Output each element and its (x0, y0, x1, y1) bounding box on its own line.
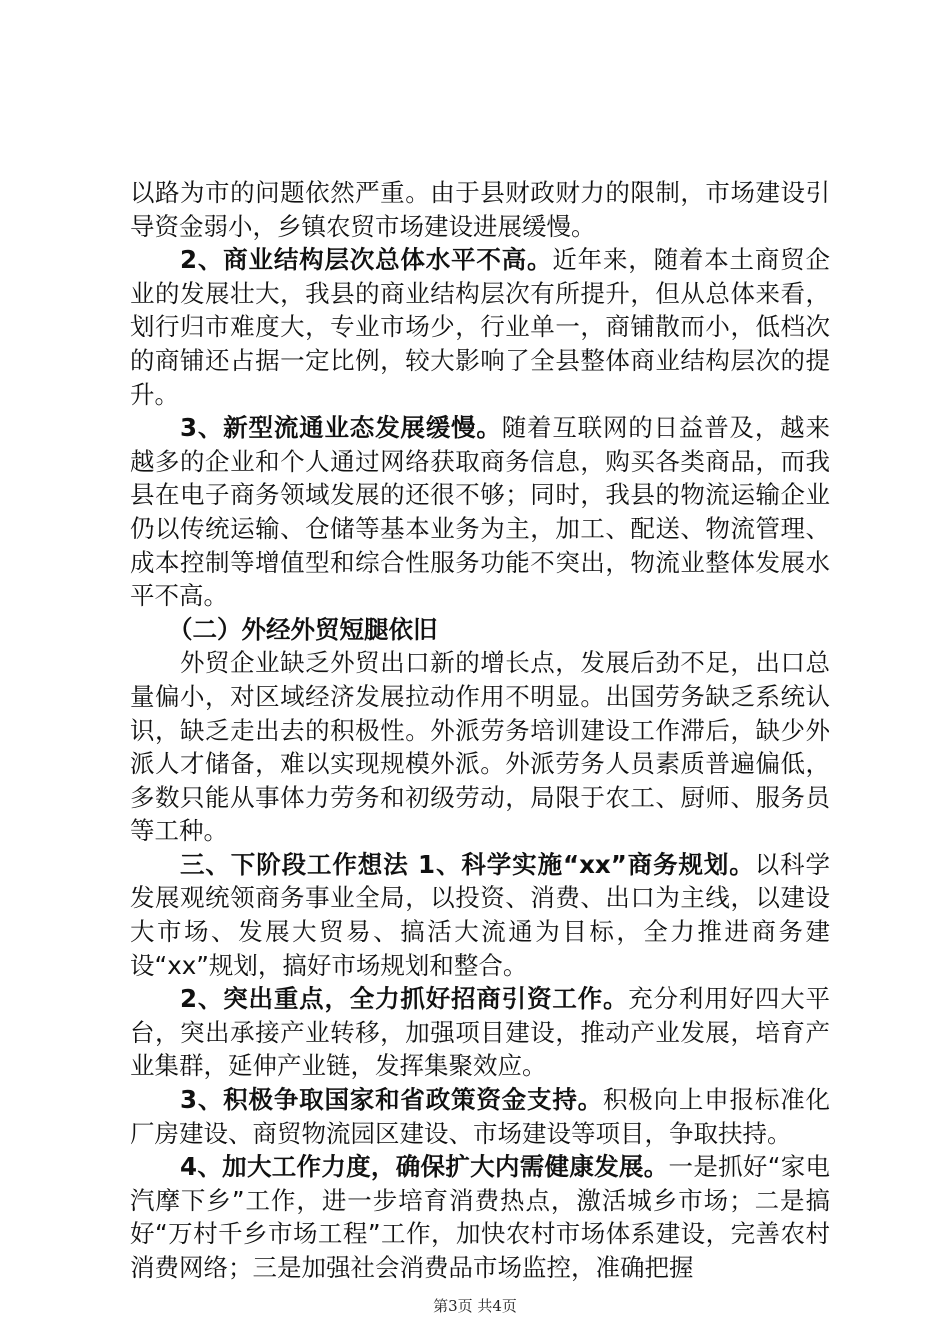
page-footer: 第3页 共4页 (433, 1297, 517, 1315)
paragraph-lead: 3、新型流通业态发展缓慢。 (180, 413, 502, 443)
paragraph-text: 以科学发展观统领商务事业全局，以投资、消费、出口为主线，以建设大市场、发展大贸易、搞活大流通为目标，全力推进商务建设“xx”规划，搞好市场规划和整合。 (130, 849, 831, 980)
paragraph-2 (130, 243, 830, 411)
paragraph-7 (130, 982, 830, 1083)
paragraph-lead: 4、加大工作力度，确保扩大内需健康发展。 (180, 1152, 669, 1182)
section-heading-2 (130, 613, 830, 647)
paragraph-lead: 2、突出重点，全力抓好招商引资工作。 (180, 984, 629, 1014)
paragraph-text: 充分利用好四大平台，突出承接产业转移，加强项目建设，推动产业发展，培育产业集群，延伸产业链，发挥集聚效应。 (130, 984, 831, 1081)
paragraph-text: 一是抓好“家电汽摩下乡”工作，进一步培育消费热点，激活城乡市场；二是搞好“万村千乡市场工程”工作，加快农村市场体系建设，完善农村消费网络；三是加强社会消费品市场监控，准确把握 (130, 1152, 830, 1282)
paragraph-5 (130, 646, 830, 848)
paragraph-8 (130, 1083, 830, 1150)
paragraph-1 (130, 176, 830, 243)
paragraph-text: 随着互联网的日益普及，越来越多的企业和个人通过网络获取商务信息，购买各类商品，而我县在电子商务领域发展的还很不够；同时，我县的物流运输企业仍以传统运输、仓储等基本业务为主，加工、配送、物流管理、成本控制等增值型和综合性服务功能不突出，物流业整体发展水平不高。 (130, 413, 831, 611)
paragraph-text: 以路为市的问题依然严重。由于县财政财力的限制，市场建设引导资金弱小，乡镇农贸市场建设进展缓慢。 (130, 178, 830, 241)
paragraph-lead: 三、下阶段工作想法 1、科学实施“xx”商务规划。 (180, 849, 755, 879)
paragraph-lead: 2、商业结构层次总体水平不高。 (180, 245, 553, 275)
document-body (130, 176, 830, 1285)
paragraph-text: 近年来，随着本土商贸企业的发展壮大，我县的商业结构层次有所提升，但从总体来看，划行归市难度大，专业市场少，行业单一，商铺散而小，低档次的商铺还占据一定比例，较大影响了全县整体商业结构层次的提升。 (130, 245, 831, 409)
paragraph-6 (130, 848, 830, 982)
paragraph-text: 外贸企业缺乏外贸出口新的增长点，发展后劲不足，出口总量偏小，对区域经济发展拉动作用不明显。出国劳务缺乏系统认识，缺乏走出去的积极性。外派劳务培训建设工作滞后，缺少外派人才储备，难以实现规模外派。外派劳务人员素质普遍偏低，多数只能从事体力劳务和初级劳动，局限于农工、厨师、服务员等工种。 (130, 648, 830, 846)
paragraph-3 (130, 411, 830, 613)
paragraph-9 (130, 1150, 830, 1284)
section-heading-text: （二）外经外贸短腿依旧 (168, 614, 438, 644)
paragraph-lead: 3、积极争取国家和省政策资金支持。 (180, 1085, 603, 1115)
paragraph-text: 积极向上申报标准化厂房建设、商贸物流园区建设、市场建设等项目，争取扶持。 (130, 1085, 831, 1148)
